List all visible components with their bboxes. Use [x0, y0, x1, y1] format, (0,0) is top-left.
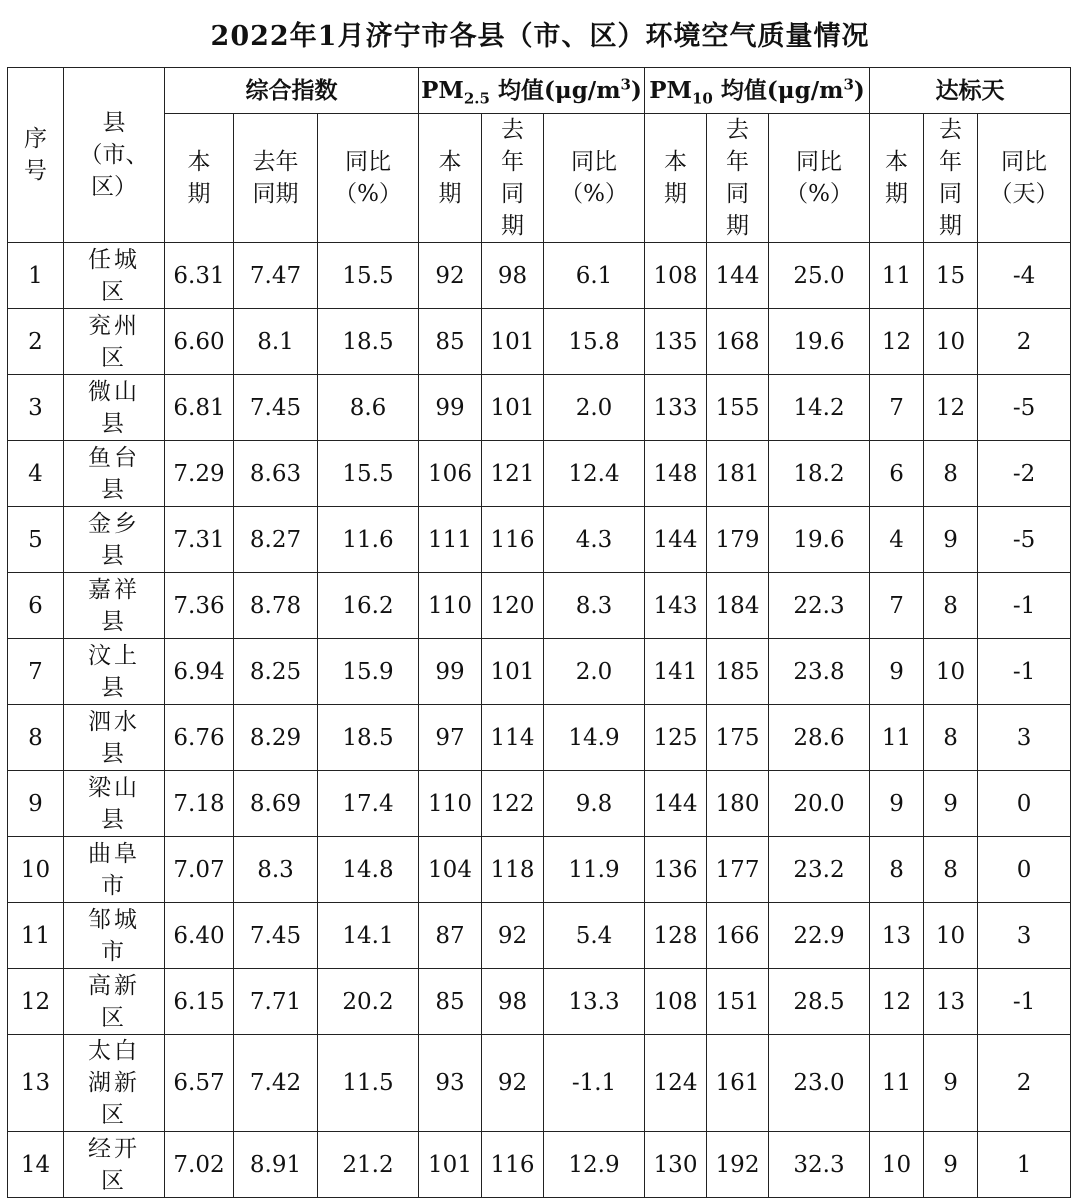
cell-p10-yoy: 25.0 [769, 243, 870, 309]
cell-p10: 144 [645, 771, 707, 837]
cell-ci: 7.36 [165, 573, 234, 639]
cell-d-ly: 13 [924, 969, 978, 1035]
cell-d: 7 [870, 375, 924, 441]
cell-ci-ly: 8.78 [234, 573, 318, 639]
cell-p25-yoy: 4.3 [544, 507, 645, 573]
header-pm25-current: 本期 [419, 114, 482, 243]
cell-p10: 141 [645, 639, 707, 705]
cell-d-ly: 8 [924, 441, 978, 507]
cell-p25-ly: 98 [482, 969, 544, 1035]
cell-d-yoy: 0 [978, 837, 1071, 903]
cell-ci: 6.31 [165, 243, 234, 309]
header-county: 县（市、区） [64, 68, 165, 243]
header-pm25-yoy: 同比（%） [544, 114, 645, 243]
cell-p10-ly: 181 [707, 441, 769, 507]
cell-d-ly: 12 [924, 375, 978, 441]
table-body [8, 243, 1071, 1198]
cell-county: 曲阜市 [64, 837, 165, 903]
cell-ci: 7.31 [165, 507, 234, 573]
cell-ci: 6.81 [165, 375, 234, 441]
cell-ci-yoy: 15.5 [318, 441, 419, 507]
table-row [8, 573, 1071, 639]
cell-p25-yoy: 5.4 [544, 903, 645, 969]
cell-p25-yoy: 11.9 [544, 837, 645, 903]
cell-p25-ly: 92 [482, 1035, 544, 1132]
cell-d-ly: 8 [924, 573, 978, 639]
table-row [8, 507, 1071, 573]
table-row [8, 1035, 1071, 1132]
cell-p25-ly: 101 [482, 309, 544, 375]
cell-p10-yoy: 14.2 [769, 375, 870, 441]
cell-p10-yoy: 28.6 [769, 705, 870, 771]
cell-d-ly: 10 [924, 639, 978, 705]
cell-p25-ly: 116 [482, 1132, 544, 1198]
cell-p25: 104 [419, 837, 482, 903]
cell-p10-ly: 166 [707, 903, 769, 969]
header-row-2 [8, 114, 1071, 243]
cell-county: 鱼台县 [64, 441, 165, 507]
cell-p10-ly: 177 [707, 837, 769, 903]
cell-ci-ly: 8.3 [234, 837, 318, 903]
cell-ci: 7.02 [165, 1132, 234, 1198]
cell-seq: 13 [8, 1035, 64, 1132]
header-pm10: $PM_{10}$ 均值$(\mu g/m^3)$ [645, 68, 870, 114]
cell-ci: 7.18 [165, 771, 234, 837]
cell-p25: 110 [419, 771, 482, 837]
cell-p25-ly: 121 [482, 441, 544, 507]
table-row [8, 441, 1071, 507]
cell-ci: 6.94 [165, 639, 234, 705]
table-row [8, 705, 1071, 771]
cell-d: 11 [870, 1035, 924, 1132]
cell-seq: 8 [8, 705, 64, 771]
cell-d: 13 [870, 903, 924, 969]
cell-seq: 6 [8, 573, 64, 639]
cell-ci-yoy: 18.5 [318, 705, 419, 771]
cell-p25-yoy: 2.0 [544, 375, 645, 441]
cell-p10-ly: 151 [707, 969, 769, 1035]
cell-p10-yoy: 28.5 [769, 969, 870, 1035]
cell-p10-yoy: 19.6 [769, 507, 870, 573]
cell-d-ly: 9 [924, 1035, 978, 1132]
cell-p25-yoy: 8.3 [544, 573, 645, 639]
cell-p10-yoy: 20.0 [769, 771, 870, 837]
header-row-1 [8, 68, 1071, 114]
cell-county: 嘉祥县 [64, 573, 165, 639]
cell-p25: 99 [419, 639, 482, 705]
cell-p25-yoy: 12.9 [544, 1132, 645, 1198]
table-row [8, 639, 1071, 705]
cell-p25-ly: 122 [482, 771, 544, 837]
cell-p10-ly: 192 [707, 1132, 769, 1198]
cell-seq: 3 [8, 375, 64, 441]
cell-ci: 6.57 [165, 1035, 234, 1132]
header-ci-current: 本期 [165, 114, 234, 243]
cell-ci-yoy: 16.2 [318, 573, 419, 639]
cell-county: 兖州区 [64, 309, 165, 375]
header-pm10-current: 本期 [645, 114, 707, 243]
cell-d-ly: 15 [924, 243, 978, 309]
cell-seq: 1 [8, 243, 64, 309]
cell-d-yoy: -1 [978, 639, 1071, 705]
cell-ci: 7.07 [165, 837, 234, 903]
cell-d: 8 [870, 837, 924, 903]
cell-d: 12 [870, 969, 924, 1035]
cell-ci-ly: 8.29 [234, 705, 318, 771]
cell-p10-ly: 184 [707, 573, 769, 639]
header-compliance-days: 达标天 [870, 68, 1071, 114]
cell-county: 高新区 [64, 969, 165, 1035]
header-days-last-year: 去年同期 [924, 114, 978, 243]
cell-p25: 85 [419, 969, 482, 1035]
cell-p10: 125 [645, 705, 707, 771]
cell-ci: 7.29 [165, 441, 234, 507]
header-seq: 序号 [8, 68, 64, 243]
cell-p25-ly: 101 [482, 375, 544, 441]
page-title: 2022年1月济宁市各县（市、区）环境空气质量情况 [210, 21, 870, 52]
cell-p25-ly: 120 [482, 573, 544, 639]
cell-p10-ly: 185 [707, 639, 769, 705]
cell-ci: 6.76 [165, 705, 234, 771]
cell-p10-ly: 180 [707, 771, 769, 837]
header-pm25-last-year: 去年同期 [482, 114, 544, 243]
cell-p25-ly: 114 [482, 705, 544, 771]
cell-county: 金乡县 [64, 507, 165, 573]
header-ci-last-year: 去年同期 [234, 114, 318, 243]
cell-county: 邹城市 [64, 903, 165, 969]
cell-ci: 6.15 [165, 969, 234, 1035]
cell-p10-ly: 168 [707, 309, 769, 375]
cell-p25-yoy: 2.0 [544, 639, 645, 705]
cell-ci: 6.40 [165, 903, 234, 969]
cell-d-yoy: 1 [978, 1132, 1071, 1198]
cell-p10: 124 [645, 1035, 707, 1132]
cell-ci-yoy: 14.1 [318, 903, 419, 969]
cell-d-ly: 9 [924, 507, 978, 573]
cell-p10-ly: 155 [707, 375, 769, 441]
cell-seq: 10 [8, 837, 64, 903]
cell-ci-ly: 8.1 [234, 309, 318, 375]
cell-ci-yoy: 15.9 [318, 639, 419, 705]
cell-p10: 128 [645, 903, 707, 969]
table-row [8, 375, 1071, 441]
cell-p25: 99 [419, 375, 482, 441]
cell-d-yoy: -2 [978, 441, 1071, 507]
cell-p25-yoy: 6.1 [544, 243, 645, 309]
cell-ci-yoy: 14.8 [318, 837, 419, 903]
cell-p25-ly: 92 [482, 903, 544, 969]
cell-ci-ly: 7.42 [234, 1035, 318, 1132]
cell-p10-ly: 175 [707, 705, 769, 771]
cell-p25: 97 [419, 705, 482, 771]
cell-county: 微山县 [64, 375, 165, 441]
cell-d-yoy: 2 [978, 1035, 1071, 1132]
cell-p25-ly: 98 [482, 243, 544, 309]
cell-p10: 143 [645, 573, 707, 639]
cell-p25-yoy: -1.1 [544, 1035, 645, 1132]
cell-county: 经开区 [64, 1132, 165, 1198]
cell-p10-yoy: 23.2 [769, 837, 870, 903]
cell-ci-ly: 8.69 [234, 771, 318, 837]
cell-seq: 4 [8, 441, 64, 507]
cell-p10-ly: 179 [707, 507, 769, 573]
cell-ci-ly: 7.47 [234, 243, 318, 309]
cell-seq: 9 [8, 771, 64, 837]
header-pm10-last-year: 去年同期 [707, 114, 769, 243]
cell-d: 10 [870, 1132, 924, 1198]
cell-p25-yoy: 13.3 [544, 969, 645, 1035]
cell-p10-yoy: 18.2 [769, 441, 870, 507]
cell-seq: 2 [8, 309, 64, 375]
cell-ci-ly: 7.71 [234, 969, 318, 1035]
header-composite-index: 综合指数 [165, 68, 419, 114]
cell-d-ly: 10 [924, 903, 978, 969]
cell-d: 7 [870, 573, 924, 639]
air-quality-table [7, 67, 1071, 1198]
cell-seq: 12 [8, 969, 64, 1035]
cell-p25-ly: 118 [482, 837, 544, 903]
cell-d: 12 [870, 309, 924, 375]
cell-d-ly: 9 [924, 1132, 978, 1198]
cell-p10-ly: 144 [707, 243, 769, 309]
cell-d-yoy: 2 [978, 309, 1071, 375]
cell-ci-yoy: 11.6 [318, 507, 419, 573]
cell-ci-ly: 8.63 [234, 441, 318, 507]
cell-p25: 111 [419, 507, 482, 573]
cell-county: 泗水县 [64, 705, 165, 771]
cell-seq: 11 [8, 903, 64, 969]
cell-p25: 106 [419, 441, 482, 507]
cell-d-yoy: -1 [978, 573, 1071, 639]
cell-d-yoy: 3 [978, 903, 1071, 969]
cell-d-yoy: -1 [978, 969, 1071, 1035]
cell-p25-yoy: 9.8 [544, 771, 645, 837]
header-days-current: 本期 [870, 114, 924, 243]
cell-ci-yoy: 15.5 [318, 243, 419, 309]
cell-d-ly: 9 [924, 771, 978, 837]
cell-p10: 135 [645, 309, 707, 375]
header-ci-yoy: 同比（%） [318, 114, 419, 243]
cell-d-ly: 8 [924, 837, 978, 903]
cell-d-yoy: -5 [978, 375, 1071, 441]
cell-d: 9 [870, 639, 924, 705]
cell-p10: 133 [645, 375, 707, 441]
cell-p25: 101 [419, 1132, 482, 1198]
cell-county: 汶上县 [64, 639, 165, 705]
cell-d-yoy: -5 [978, 507, 1071, 573]
cell-ci: 6.60 [165, 309, 234, 375]
cell-p10-yoy: 23.0 [769, 1035, 870, 1132]
cell-seq: 5 [8, 507, 64, 573]
cell-p10: 108 [645, 969, 707, 1035]
cell-p25: 87 [419, 903, 482, 969]
cell-p25: 85 [419, 309, 482, 375]
table-row [8, 771, 1071, 837]
cell-d-yoy: 3 [978, 705, 1071, 771]
cell-p25-yoy: 12.4 [544, 441, 645, 507]
cell-p10: 148 [645, 441, 707, 507]
cell-p10-yoy: 22.3 [769, 573, 870, 639]
cell-county: 太白湖新区 [64, 1035, 165, 1132]
cell-p25-ly: 101 [482, 639, 544, 705]
cell-ci-ly: 8.25 [234, 639, 318, 705]
cell-ci-ly: 8.27 [234, 507, 318, 573]
cell-p10-yoy: 19.6 [769, 309, 870, 375]
table-row [8, 243, 1071, 309]
cell-d-ly: 8 [924, 705, 978, 771]
cell-p10: 108 [645, 243, 707, 309]
cell-p10: 136 [645, 837, 707, 903]
cell-p25: 110 [419, 573, 482, 639]
cell-ci-ly: 7.45 [234, 903, 318, 969]
cell-ci-yoy: 20.2 [318, 969, 419, 1035]
header-pm25: $PM_{2.5}$ 均值$(\mu g/m^3)$ [419, 68, 645, 114]
cell-d: 11 [870, 705, 924, 771]
cell-d-yoy: -4 [978, 243, 1071, 309]
cell-ci-ly: 8.91 [234, 1132, 318, 1198]
cell-p10: 130 [645, 1132, 707, 1198]
cell-p10-ly: 161 [707, 1035, 769, 1132]
table-row [8, 1132, 1071, 1198]
cell-ci-yoy: 18.5 [318, 309, 419, 375]
cell-ci-yoy: 21.2 [318, 1132, 419, 1198]
cell-seq: 14 [8, 1132, 64, 1198]
cell-seq: 7 [8, 639, 64, 705]
cell-p10-yoy: 32.3 [769, 1132, 870, 1198]
cell-p25: 92 [419, 243, 482, 309]
table-row [8, 969, 1071, 1035]
cell-ci-ly: 7.45 [234, 375, 318, 441]
cell-ci-yoy: 11.5 [318, 1035, 419, 1132]
cell-county: 任城区 [64, 243, 165, 309]
cell-d: 6 [870, 441, 924, 507]
cell-p25-ly: 116 [482, 507, 544, 573]
header-days-yoy: 同比（天） [978, 114, 1071, 243]
cell-p10: 144 [645, 507, 707, 573]
cell-d: 4 [870, 507, 924, 573]
cell-ci-yoy: 17.4 [318, 771, 419, 837]
cell-p25-yoy: 15.8 [544, 309, 645, 375]
cell-county: 梁山县 [64, 771, 165, 837]
table-row [8, 309, 1071, 375]
header-pm10-yoy: 同比（%） [769, 114, 870, 243]
cell-p25-yoy: 14.9 [544, 705, 645, 771]
cell-d: 11 [870, 243, 924, 309]
cell-d-ly: 10 [924, 309, 978, 375]
cell-d-yoy: 0 [978, 771, 1071, 837]
cell-ci-yoy: 8.6 [318, 375, 419, 441]
cell-p10-yoy: 23.8 [769, 639, 870, 705]
table-row [8, 837, 1071, 903]
table-row [8, 903, 1071, 969]
cell-p25: 93 [419, 1035, 482, 1132]
cell-p10-yoy: 22.9 [769, 903, 870, 969]
cell-d: 9 [870, 771, 924, 837]
